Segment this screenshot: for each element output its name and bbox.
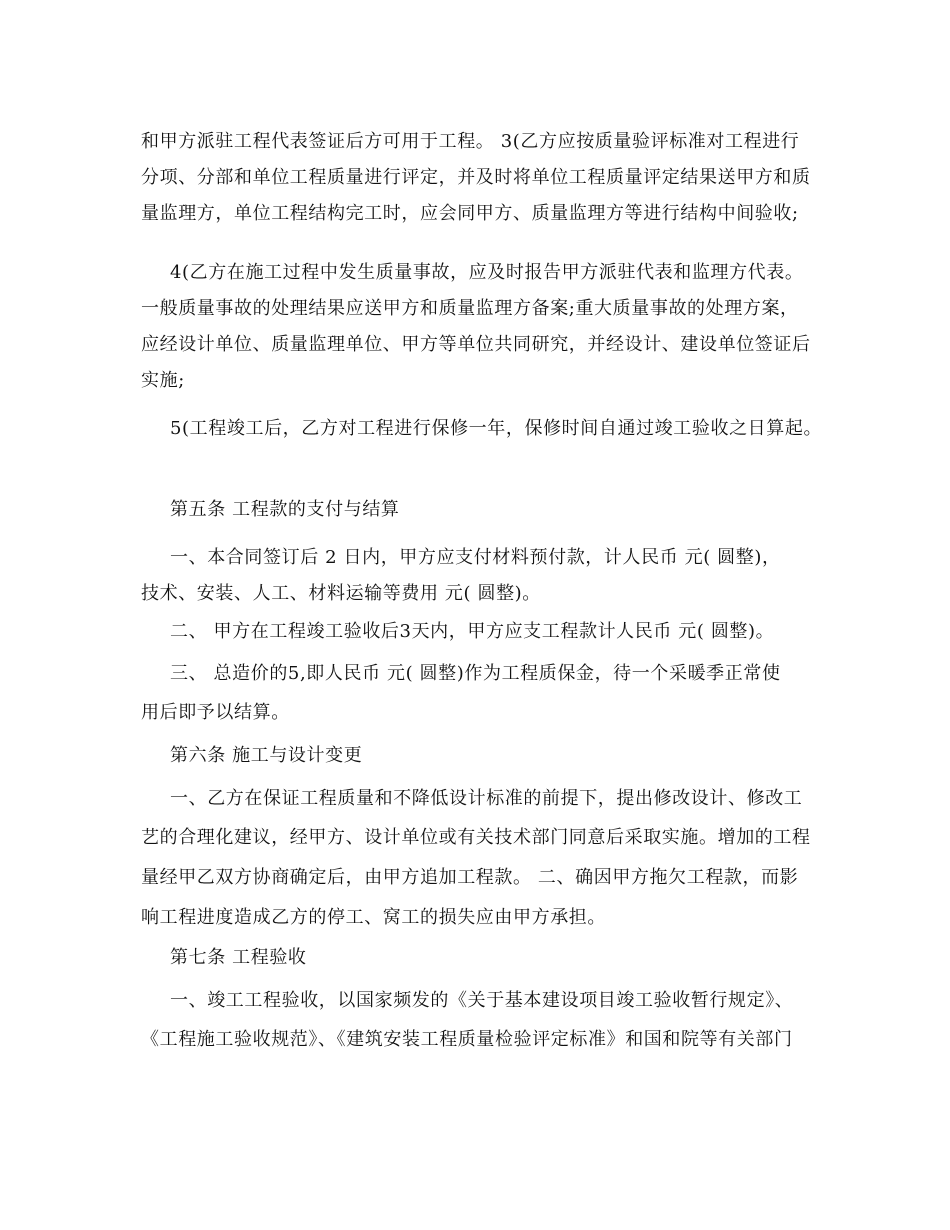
paragraph-line: 分项、分部和单位工程质量进行评定，并及时将单位工程质量评定结果送甲方和质 [141,167,811,188]
paragraph-line: 二、 甲方在工程竣工验收后3天内，甲方应支工程款计人民币 元( 圆整)。 [170,621,775,642]
paragraph-line: 三、 总造价的5,即人民币 元( 圆整)作为工程质保金，待一个采暖季正常使 [170,663,781,684]
paragraph-line: 一般质量事故的处理结果应送甲方和质量监理方备案;重大质量事故的处理方案， [141,298,799,319]
paragraph-line: 响工程进度造成乙方的停工、窝工的损失应由甲方承担。 [141,907,606,928]
paragraph-line: 技术、安装、人工、材料运输等费用 元( 圆整)。 [141,583,541,604]
paragraph-line: 一、竣工工程验收，以国家频发的《关于基本建设项目竣工验收暂行规定》、 [170,990,794,1011]
paragraph-line: 应经设计单位、质量监理单位、甲方等单位共同研究，并经设计、建设单位签证后 [141,334,811,355]
paragraph-line: 量监理方，单位工程结构完工时，应会同甲方、质量监理方等进行结构中间验收; [141,203,799,224]
paragraph-line: 和甲方派驻工程代表签证后方可用于工程。 3(乙方应按质量验评标准对工程进行 [141,131,800,152]
paragraph-line: 《工程施工验收规范》、《建筑安装工程质量检验评定标准》和国和院等有关部门 [141,1029,793,1050]
paragraph-line: 4(乙方在施工过程中发生质量事故，应及时报告甲方派驻代表和监理方代表。 [170,262,804,283]
section-heading: 第五条 工程款的支付与结算 [170,499,400,520]
section-heading: 第六条 施工与设计变更 [170,745,363,766]
paragraph-line: 用后即予以结算。 [141,702,290,723]
paragraph-line: 5(工程竣工后，乙方对工程进行保修一年，保修时间自通过竣工验收之日算起。 [170,418,823,439]
paragraph-line: 量经甲乙双方协商确定后，由甲方追加工程款。 二、确因甲方拖欠工程款，而影 [141,867,799,888]
paragraph-line: 一、乙方在保证工程质量和不降低设计标准的前提下，提出修改设计、修改工 [170,788,803,809]
section-heading: 第七条 工程验收 [170,947,307,968]
paragraph-line: 艺的合理化建议，经甲方、设计单位或有关技术部门同意后采取实施。增加的工程 [141,827,811,848]
paragraph-line: 一、本合同签订后 2 日内，甲方应支付材料预付款，计人民币 元( 圆整)， [170,547,781,568]
paragraph-line: 实施; [141,370,185,391]
